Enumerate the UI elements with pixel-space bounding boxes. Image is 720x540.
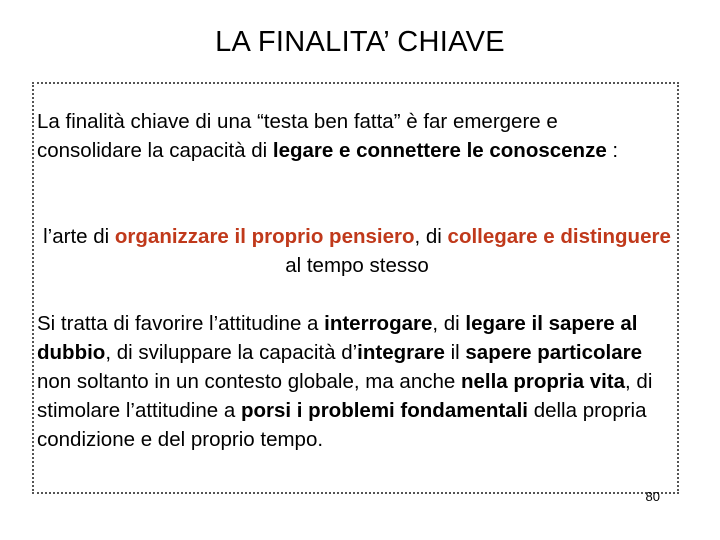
paragraph-body-bold-2: legare il sapere al dubbio bbox=[37, 312, 638, 364]
paragraph-body-bold-4: sapere particolare bbox=[465, 341, 643, 364]
paragraph-body bbox=[37, 309, 663, 454]
paragraph-highlight bbox=[37, 222, 677, 280]
paragraph-highlight-text-3: al tempo stesso bbox=[285, 254, 429, 277]
paragraph-body-text-7: della propria condizione e del proprio tempo. bbox=[37, 399, 647, 451]
paragraph-body-bold-5: nella propria vita bbox=[460, 370, 626, 393]
paragraph-intro-text-1: La finalità chiave di una “testa ben fatta” è far emergere e consolidare la capacità di bbox=[37, 110, 558, 162]
paragraph-intro bbox=[37, 107, 663, 165]
paragraph-body-text-6: , di stimolare l’attitudine a bbox=[37, 370, 653, 422]
slide-title: LA FINALITA’ CHIAVE bbox=[215, 26, 505, 58]
paragraph-body-text-2: , di bbox=[432, 312, 466, 335]
paragraph-body-text-3: , di sviluppare la capacità d’ bbox=[105, 341, 358, 364]
paragraph-highlight-text-1: l’arte di bbox=[43, 225, 115, 248]
paragraph-body-text-4: il bbox=[444, 341, 466, 364]
paragraph-body-bold-1: interrogare bbox=[324, 312, 433, 335]
paragraph-body-text-5: non soltanto in un contesto globale, ma anche bbox=[37, 370, 461, 393]
paragraph-highlight-text-2: , di bbox=[414, 225, 448, 248]
paragraph-intro-bold-1: legare e connettere le conoscenze bbox=[272, 139, 607, 162]
page-number: 80 bbox=[645, 489, 660, 504]
paragraph-body-bold-3: integrare bbox=[357, 341, 445, 364]
paragraph-intro-text-2: : bbox=[606, 139, 619, 162]
paragraph-highlight-red-2: collegare e distinguere bbox=[447, 225, 671, 248]
paragraph-highlight-red-1: organizzare il proprio pensiero bbox=[114, 225, 415, 248]
paragraph-body-text-1: Si tratta di favorire l’attitudine a bbox=[37, 312, 325, 335]
paragraph-body-bold-6: porsi i problemi fondamentali bbox=[240, 399, 528, 422]
